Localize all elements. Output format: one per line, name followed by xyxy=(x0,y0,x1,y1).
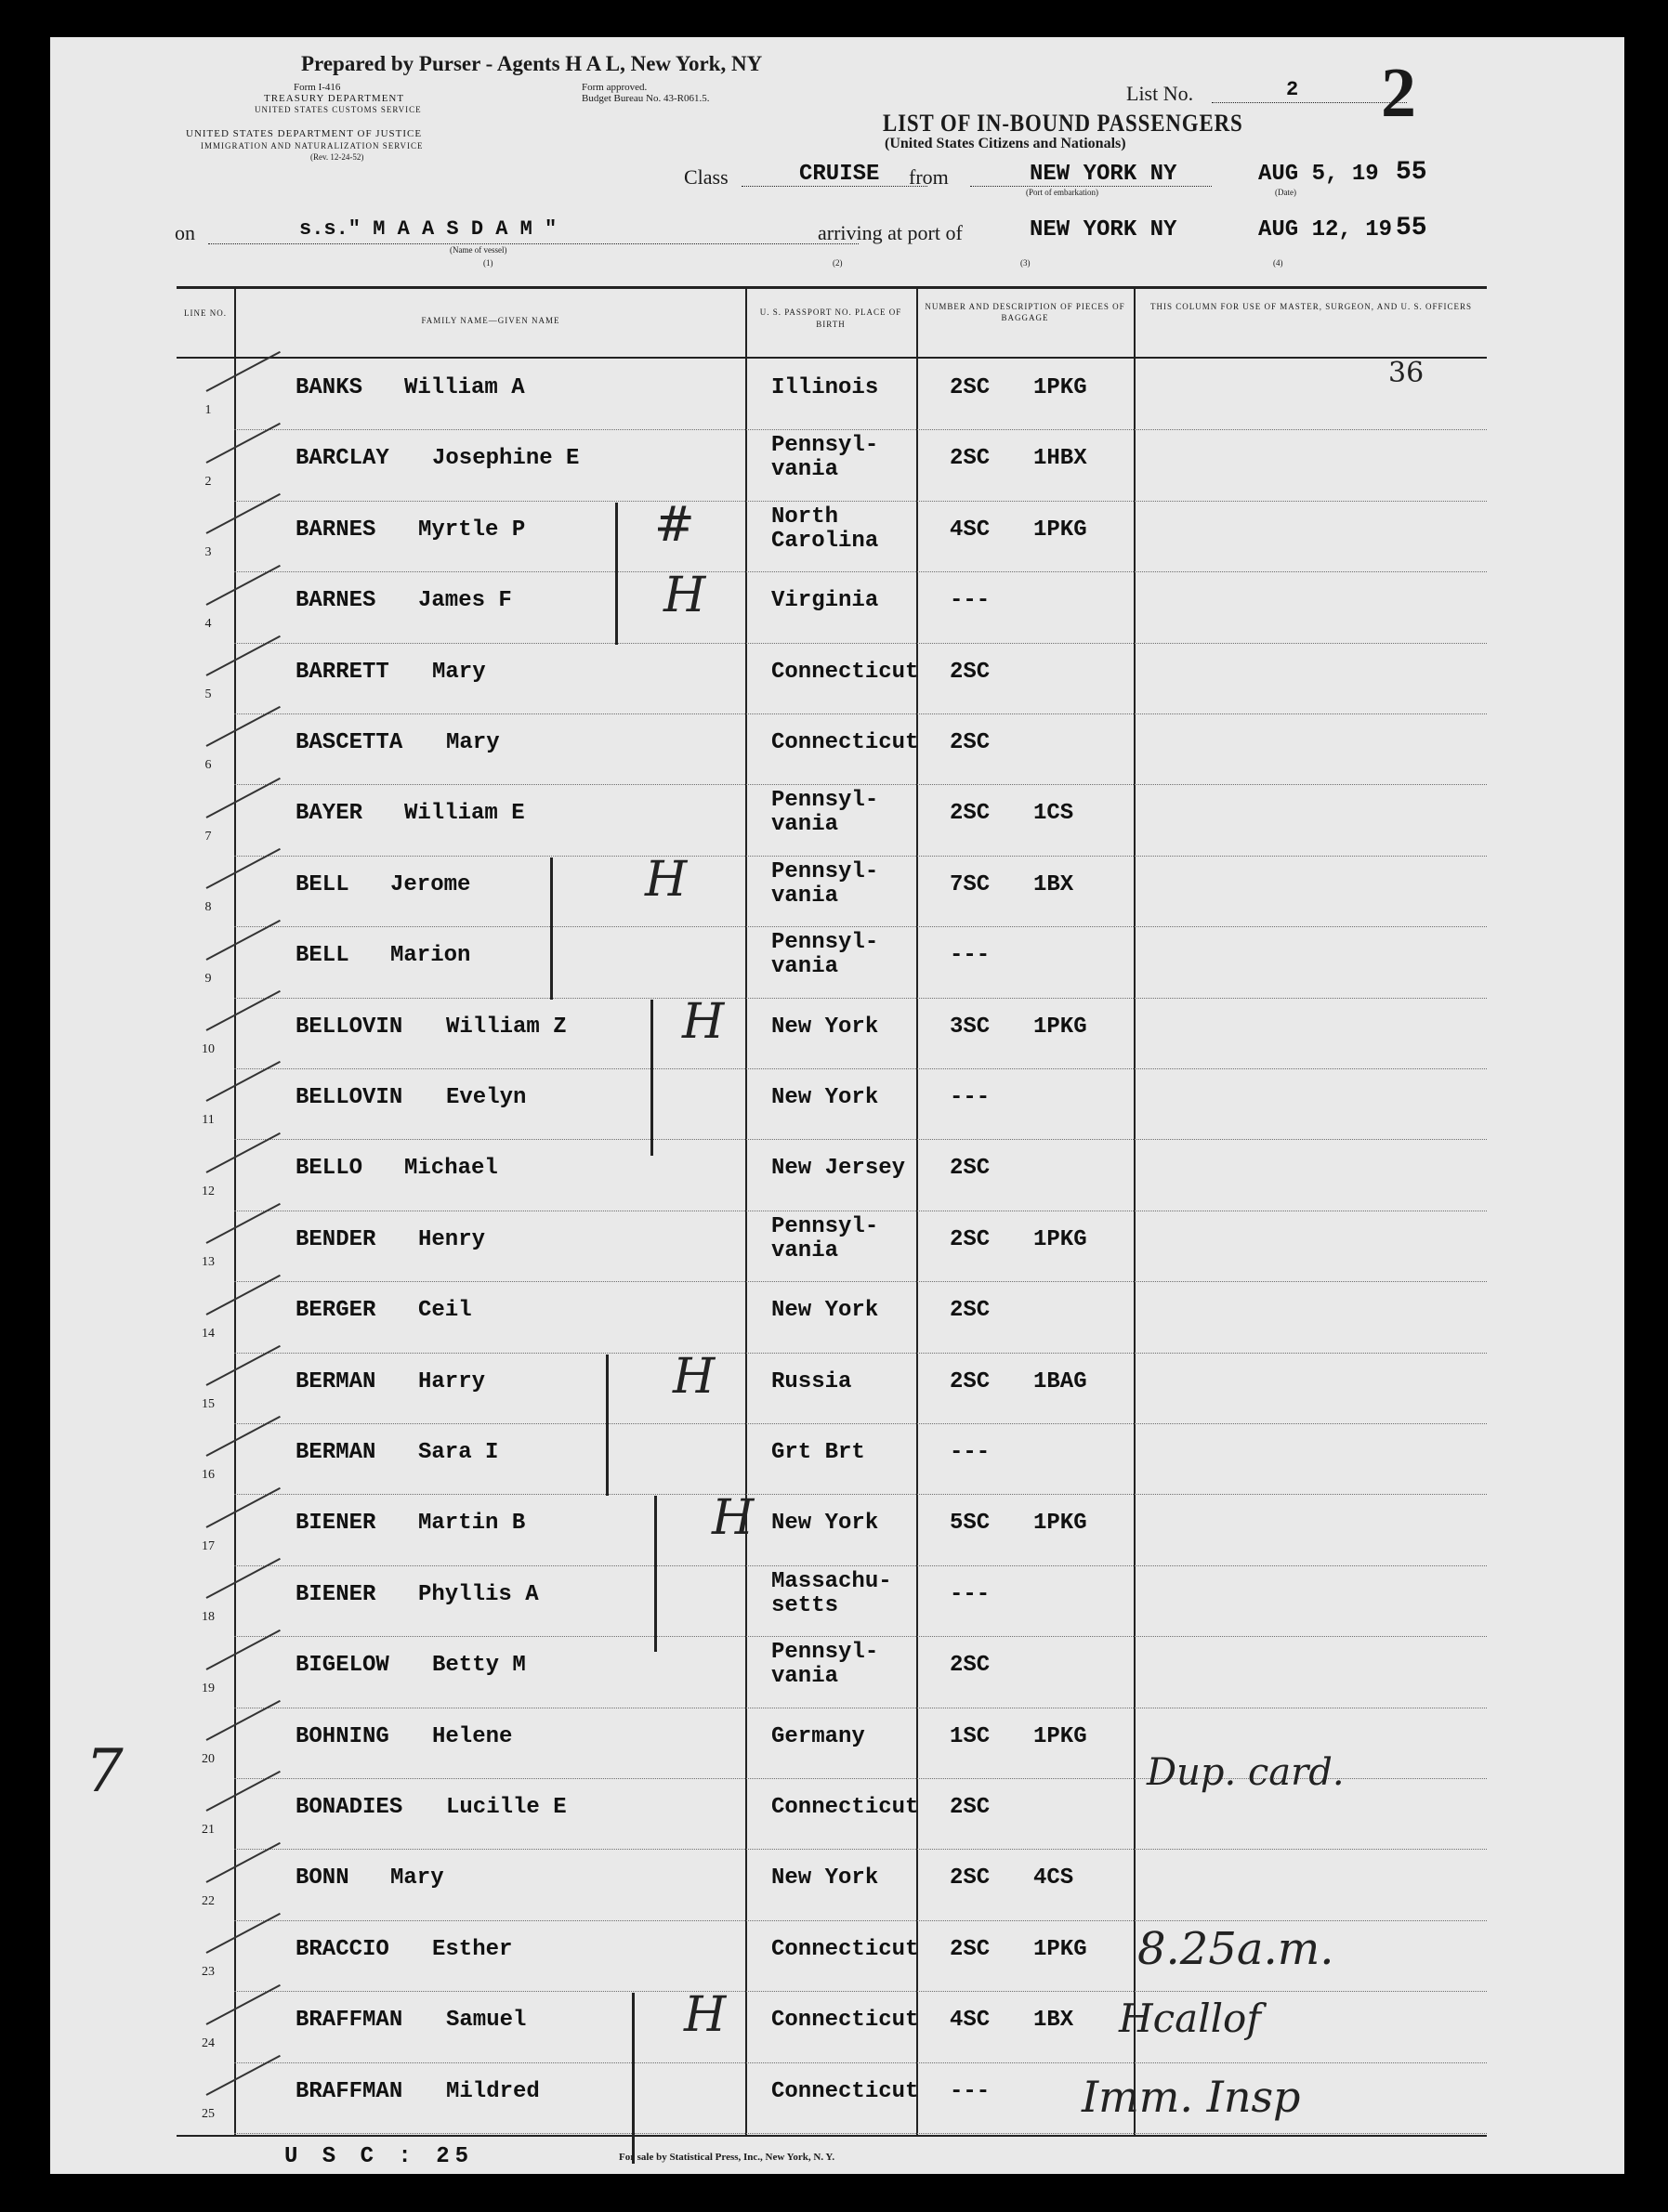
baggage-desc: 1PKG xyxy=(1033,1723,1087,1749)
baggage-pieces: 2SC xyxy=(950,1298,991,1324)
family-bracket xyxy=(632,1993,635,2163)
family-name: BENDER xyxy=(296,1226,376,1252)
birth-place: New York xyxy=(771,1298,879,1324)
dept-3: (Rev. 12-24-52) xyxy=(310,152,364,162)
family-name: BAYER xyxy=(296,801,363,827)
row-divider xyxy=(234,1636,1487,1637)
baggage-pieces: 2SC xyxy=(950,801,991,827)
family-name: BELL xyxy=(296,943,349,969)
birth-place-cont: vania xyxy=(771,812,839,838)
family-bracket xyxy=(550,857,553,1000)
given-name: William A xyxy=(404,375,525,400)
row-divider xyxy=(234,1565,1487,1566)
table-top-border xyxy=(177,286,1487,289)
row-divider xyxy=(234,2062,1487,2063)
family-name: BIGELOW xyxy=(296,1653,389,1679)
table-row xyxy=(50,1987,1624,2063)
baggage-pieces: 3SC xyxy=(950,1014,991,1040)
family-name: BRAFFMAN xyxy=(296,2078,403,2104)
family-name: BARCLAY xyxy=(296,446,389,472)
birth-place-cont: vania xyxy=(771,954,839,980)
birth-place: Germany xyxy=(771,1723,865,1749)
arriving-label: arriving at port of xyxy=(818,221,963,244)
form-left-1: Form I-416 xyxy=(294,82,341,93)
line-number: 21 xyxy=(202,1823,215,1838)
baggage-desc: 1PKG xyxy=(1033,1511,1087,1537)
table-row xyxy=(50,1922,1624,1993)
printer-footer: For sale by Statistical Press, Inc., New York, N. Y. xyxy=(619,2152,835,2163)
table-row xyxy=(50,2064,1624,2135)
vessel-name: s.s." M A A S D A M " xyxy=(299,217,558,241)
given-name: Harry xyxy=(418,1368,486,1394)
birth-place-cont: vania xyxy=(771,457,839,483)
birth-place: Connecticut xyxy=(771,659,919,685)
table-row xyxy=(50,1851,1624,1921)
birth-place: Pennsyl- xyxy=(771,788,879,814)
row-divider xyxy=(234,998,1487,999)
family-name: BANKS xyxy=(296,375,363,400)
row-divider xyxy=(234,2133,1487,2134)
given-name: Michael xyxy=(404,1156,498,1182)
col-header-line: LINE NO. xyxy=(184,308,227,318)
table-row xyxy=(50,1709,1624,1780)
baggage-desc: 1PKG xyxy=(1033,1936,1087,1962)
family-name: BARRETT xyxy=(296,659,389,685)
table-row xyxy=(50,1212,1624,1283)
line-number: 8 xyxy=(204,900,212,915)
birth-place-cont: Carolina xyxy=(771,528,879,554)
row-divider xyxy=(234,1353,1487,1354)
line-number: 22 xyxy=(202,1893,215,1908)
given-name: Mildred xyxy=(446,2078,540,2104)
given-name: Mary xyxy=(432,659,486,685)
birth-place: Pennsyl- xyxy=(771,1213,879,1239)
form-right-1: Form approved. xyxy=(582,82,648,93)
birth-place: Pennsyl- xyxy=(771,1640,879,1666)
family-bracket xyxy=(650,1000,653,1156)
date-caption: (Date) xyxy=(1275,188,1296,197)
given-name: Esther xyxy=(432,1936,513,1962)
baggage-desc: 1PKG xyxy=(1033,375,1087,400)
handwritten-mark: H xyxy=(684,1987,727,2044)
row-divider xyxy=(234,1139,1487,1140)
baggage-pieces: --- xyxy=(950,1440,991,1465)
caption-2: (2) xyxy=(833,258,843,268)
table-row xyxy=(50,496,1624,573)
family-bracket xyxy=(654,1496,657,1652)
table-row xyxy=(50,1638,1624,1708)
line-number: 10 xyxy=(202,1041,215,1056)
dept-2: IMMIGRATION AND NATURALIZATION SERVICE xyxy=(201,141,424,151)
baggage-pieces: 2SC xyxy=(950,1865,991,1891)
family-name: BASCETTA xyxy=(296,730,403,755)
list-no-label: List No. xyxy=(1126,82,1194,105)
row-divider xyxy=(234,501,1487,502)
col-header-passport: U. S. PASSPORT NO. PLACE OF BIRTH xyxy=(759,308,902,329)
line-number: 5 xyxy=(204,687,212,701)
date-arrive: AUG 12, 19 xyxy=(1258,217,1393,242)
margin-mark: 7 xyxy=(85,1737,124,1806)
birth-place: Connecticut xyxy=(771,1795,919,1820)
row-divider xyxy=(234,1423,1487,1424)
baggage-pieces: 4SC xyxy=(950,2008,991,2034)
table-row xyxy=(50,431,1624,502)
birth-place: Pennsyl- xyxy=(771,433,879,459)
baggage-pieces: 7SC xyxy=(950,871,991,897)
family-name: BERGER xyxy=(296,1298,376,1324)
manifest-page xyxy=(50,37,1624,2174)
baggage-pieces: 2SC xyxy=(950,1368,991,1394)
row-divider xyxy=(234,1281,1487,1282)
inspector-annotation: Imm. Insp xyxy=(1082,2072,1301,2122)
date-arrive-year: 55 xyxy=(1396,214,1427,242)
line-number: 25 xyxy=(202,2106,215,2121)
row-divider xyxy=(234,713,1487,714)
birth-place-cont: vania xyxy=(771,1237,839,1263)
table-row xyxy=(50,1141,1624,1211)
birth-place: Virginia xyxy=(771,588,879,614)
baggage-desc: 1PKG xyxy=(1033,517,1087,543)
baggage-pieces: --- xyxy=(950,2078,991,2104)
usc-footer: U S C : 25 xyxy=(284,2144,475,2169)
handwritten-mark: H xyxy=(663,568,706,624)
family-name: BRACCIO xyxy=(296,1936,389,1962)
table-row xyxy=(50,786,1624,857)
class-value: CRUISE xyxy=(799,162,880,187)
baggage-pieces: --- xyxy=(950,1085,991,1110)
family-name: BELLO xyxy=(296,1156,363,1182)
baggage-desc: 4CS xyxy=(1033,1865,1074,1891)
table-row xyxy=(50,1070,1624,1141)
caption-3: (3) xyxy=(1020,258,1031,268)
row-divider xyxy=(234,1920,1487,1921)
birth-place: Grt Brt xyxy=(771,1440,865,1465)
baggage-pieces: 2SC xyxy=(950,375,991,400)
birth-place: Pennsyl- xyxy=(771,858,879,884)
baggage-pieces: 2SC xyxy=(950,1226,991,1252)
baggage-pieces: 2SC xyxy=(950,1795,991,1820)
line-number: 11 xyxy=(202,1113,215,1128)
vessel-caption: (Name of vessel) xyxy=(450,245,507,255)
birth-place: Pennsyl- xyxy=(771,930,879,956)
line-number: 6 xyxy=(204,758,212,773)
baggage-pieces: 2SC xyxy=(950,1936,991,1962)
form-left-2: TREASURY DEPARTMENT xyxy=(264,93,405,104)
family-name: BOHNING xyxy=(296,1723,389,1749)
given-name: Marion xyxy=(390,943,471,969)
table-row xyxy=(50,1283,1624,1354)
row-divider xyxy=(234,571,1487,572)
birth-place: New York xyxy=(771,1014,879,1040)
line-number: 16 xyxy=(202,1468,215,1483)
line-number: 3 xyxy=(204,545,212,560)
table-row xyxy=(50,993,1624,1070)
row-divider xyxy=(234,429,1487,430)
form-left-3: UNITED STATES CUSTOMS SERVICE xyxy=(255,105,422,114)
baggage-desc: 1CS xyxy=(1033,801,1074,827)
birth-place: North xyxy=(771,504,839,530)
baggage-desc: 1PKG xyxy=(1033,1226,1087,1252)
given-name: Henry xyxy=(418,1226,486,1252)
baggage-pieces: 2SC xyxy=(950,446,991,472)
table-row xyxy=(50,715,1624,786)
birth-place: Massachu- xyxy=(771,1568,892,1594)
baggage-desc: 1BX xyxy=(1033,871,1074,897)
birth-place: Connecticut xyxy=(771,2008,919,2034)
table-row xyxy=(50,851,1624,928)
page-number: 2 xyxy=(1381,54,1416,132)
table-row xyxy=(50,1490,1624,1566)
family-name: BARNES xyxy=(296,588,376,614)
family-name: BIENER xyxy=(296,1511,376,1537)
handwritten-mark: H xyxy=(712,1490,755,1547)
prepared-by: Prepared by Purser - Agents H A L, New York, NY xyxy=(301,52,763,75)
line-number: 24 xyxy=(202,2035,215,2050)
port-embark: NEW YORK NY xyxy=(1030,162,1177,187)
given-name: Lucille E xyxy=(446,1795,567,1820)
given-name: Evelyn xyxy=(446,1085,527,1110)
line-number: 12 xyxy=(202,1184,215,1198)
family-name: BELL xyxy=(296,871,349,897)
date-embark-year: 55 xyxy=(1396,158,1427,187)
baggage-desc: 1BX xyxy=(1033,2008,1074,2034)
line-number: 17 xyxy=(202,1538,215,1553)
line-number: 7 xyxy=(204,829,212,844)
dept-1: UNITED STATES DEPARTMENT OF JUSTICE xyxy=(186,128,423,139)
given-name: Myrtle P xyxy=(418,517,526,543)
family-name: BARNES xyxy=(296,517,376,543)
line-number: 18 xyxy=(202,1610,215,1625)
line-number: 20 xyxy=(202,1751,215,1766)
row-divider xyxy=(234,856,1487,857)
birth-place: Connecticut xyxy=(771,1936,919,1962)
family-name: BERMAN xyxy=(296,1440,376,1465)
port-embark-caption: (Port of embarkation) xyxy=(1026,188,1098,197)
form-right-2: Budget Bureau No. 43-R061.5. xyxy=(582,93,710,104)
table-header-border xyxy=(177,357,1487,359)
col-header-officers: THIS COLUMN FOR USE OF MASTER, SURGEON, AND U. S. OFFICERS xyxy=(1149,302,1473,311)
col-header-name: FAMILY NAME—GIVEN NAME xyxy=(421,316,560,325)
given-name: Martin B xyxy=(418,1511,526,1537)
line-number: 13 xyxy=(202,1255,215,1270)
signature-annotation: Hcallof xyxy=(1119,1996,1261,2041)
baggage-desc: 1PKG xyxy=(1033,1014,1087,1040)
birth-place: Connecticut xyxy=(771,730,919,755)
given-name: Jerome xyxy=(390,871,471,897)
table-row xyxy=(50,1780,1624,1851)
birth-place: New York xyxy=(771,1865,879,1891)
table-row xyxy=(50,1425,1624,1496)
date-embark: AUG 5, 19 xyxy=(1258,162,1379,187)
row-divider xyxy=(234,784,1487,785)
count-annotation: 36 xyxy=(1388,357,1425,389)
row-divider xyxy=(234,643,1487,644)
given-name: James F xyxy=(418,588,512,614)
family-name: BONN xyxy=(296,1865,349,1891)
baggage-pieces: 4SC xyxy=(950,517,991,543)
given-name: Sara I xyxy=(418,1440,499,1465)
baggage-pieces: 2SC xyxy=(950,730,991,755)
caption-4: (4) xyxy=(1273,258,1283,268)
baggage-pieces: --- xyxy=(950,1581,991,1607)
baggage-pieces: --- xyxy=(950,588,991,614)
baggage-desc: 1BAG xyxy=(1033,1368,1087,1394)
baggage-pieces: 1SC xyxy=(950,1723,991,1749)
family-name: BELLOVIN xyxy=(296,1085,403,1110)
caption-1: (1) xyxy=(483,258,493,268)
dup-card-annotation: Dup. card. xyxy=(1147,1751,1345,1794)
row-divider xyxy=(234,1991,1487,1992)
table-row xyxy=(50,1348,1624,1425)
line-number: 14 xyxy=(202,1326,215,1341)
family-bracket xyxy=(615,503,618,645)
class-label: Class xyxy=(684,165,729,189)
line-number: 9 xyxy=(204,971,212,986)
baggage-pieces: 2SC xyxy=(950,1653,991,1679)
handwritten-mark: H xyxy=(673,1348,716,1405)
birth-place: New York xyxy=(771,1085,879,1110)
birth-place: Connecticut xyxy=(771,2078,919,2104)
birth-place: Russia xyxy=(771,1368,852,1394)
family-name: BONADIES xyxy=(296,1795,403,1820)
given-name: Samuel xyxy=(446,2008,527,2034)
handwritten-mark: # xyxy=(654,496,695,553)
vessel-underline xyxy=(208,243,859,244)
family-name: BRAFFMAN xyxy=(296,2008,403,2034)
table-row xyxy=(50,568,1624,644)
given-name: Phyllis A xyxy=(418,1581,539,1607)
birth-place-cont: vania xyxy=(771,1664,839,1690)
given-name: Helene xyxy=(432,1723,513,1749)
given-name: Mary xyxy=(446,730,500,755)
baggage-pieces: 2SC xyxy=(950,659,991,685)
line-number: 4 xyxy=(204,616,212,631)
on-label: on xyxy=(175,221,195,244)
row-divider xyxy=(234,1068,1487,1069)
given-name: Josephine E xyxy=(432,446,580,472)
birth-place: New Jersey xyxy=(771,1156,906,1182)
baggage-pieces: --- xyxy=(950,943,991,969)
row-divider xyxy=(234,926,1487,927)
port-arrive: NEW YORK NY xyxy=(1030,217,1177,242)
row-divider xyxy=(234,1494,1487,1495)
time-annotation: 8.25a.m. xyxy=(1137,1923,1334,1975)
family-bracket xyxy=(606,1355,609,1497)
baggage-pieces: 5SC xyxy=(950,1511,991,1537)
given-name: William Z xyxy=(446,1014,567,1040)
handwritten-mark: H xyxy=(682,993,725,1050)
line-number: 15 xyxy=(202,1396,215,1411)
table-bottom-border xyxy=(177,2135,1487,2137)
family-name: BELLOVIN xyxy=(296,1014,403,1040)
line-number: 1 xyxy=(204,403,212,418)
line-number: 23 xyxy=(202,1965,215,1980)
baggage-pieces: 2SC xyxy=(950,1156,991,1182)
table-row xyxy=(50,928,1624,999)
table-row xyxy=(50,645,1624,715)
from-label: from xyxy=(909,165,949,189)
table-row xyxy=(50,1567,1624,1638)
row-divider xyxy=(234,1849,1487,1850)
list-no-underline xyxy=(1212,102,1407,103)
family-name: BIENER xyxy=(296,1581,376,1607)
birth-place-cont: vania xyxy=(771,883,839,909)
list-no-value: 2 xyxy=(1286,78,1299,101)
given-name: Ceil xyxy=(418,1298,472,1324)
baggage-desc: 1HBX xyxy=(1033,446,1087,472)
list-title: LIST OF IN-BOUND PASSENGERS xyxy=(883,110,1243,137)
col-header-baggage: NUMBER AND DESCRIPTION OF PIECES OF BAGGAGE xyxy=(925,302,1125,322)
birth-place: Illinois xyxy=(771,375,879,400)
given-name: Mary xyxy=(390,1865,444,1891)
family-name: BERMAN xyxy=(296,1368,376,1394)
line-number: 19 xyxy=(202,1681,215,1695)
birth-place: New York xyxy=(771,1511,879,1537)
line-number: 2 xyxy=(204,474,212,489)
list-subtitle: (United States Citizens and Nationals) xyxy=(885,136,1126,151)
given-name: William E xyxy=(404,801,525,827)
handwritten-mark: H xyxy=(645,851,688,908)
birth-place-cont: setts xyxy=(771,1592,839,1618)
given-name: Betty M xyxy=(432,1653,526,1679)
